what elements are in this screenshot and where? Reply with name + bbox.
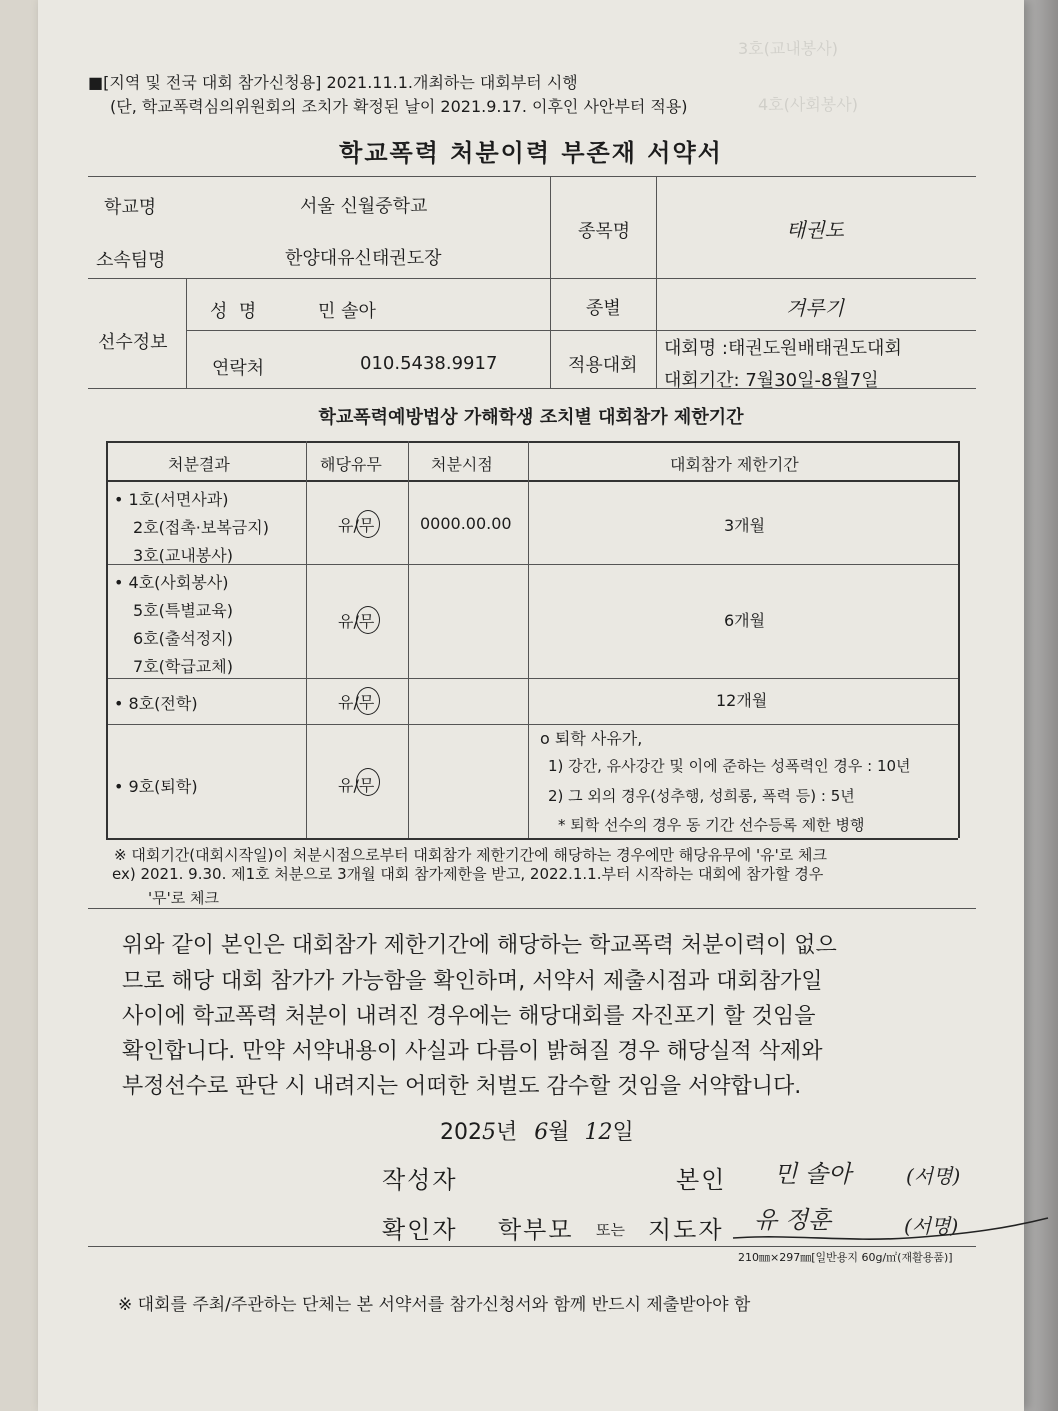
check-circle-mark <box>356 606 380 634</box>
check-circle-mark <box>356 687 380 715</box>
pledge-line: 위와 같이 본인은 대회참가 제한기간에 해당하는 학교폭력 처분이력이 없으 <box>122 933 837 958</box>
date-year-suffix: 년 <box>496 1120 518 1145</box>
check-circle-mark <box>356 510 380 538</box>
table-border <box>106 838 958 840</box>
column-header: 해당유무 <box>320 455 382 474</box>
category-value: 겨루기 <box>786 296 844 320</box>
table-note: ex) 2021. 9.30. 제1호 처분으로 3개월 대회 참가제한을 받고, 2022.1.1.부터 시작하는 대회에 참가할 경우 <box>112 865 824 883</box>
date-year-handwritten: 5 <box>482 1120 496 1145</box>
name-label: 성 명 <box>210 301 257 322</box>
category-label: 종별 <box>586 298 621 319</box>
applicable-value: 유/무 <box>338 776 375 795</box>
pledge-line: 확인합니다. 만약 서약내용이 사실과 다름이 밝혀질 경우 해당실적 삭제와 <box>122 1039 823 1064</box>
date-year-printed: 202 <box>440 1120 482 1145</box>
pledge-line: 사이에 학교폭력 처분이 내려진 경우에는 해당대회를 자진포기 할 것임을 <box>122 1004 816 1029</box>
divider <box>88 176 976 177</box>
team-value: 한양대유신태권도장 <box>285 248 442 269</box>
event-label: 종목명 <box>578 221 631 242</box>
expulsion-note: 1) 강간, 유사강간 및 이에 준하는 성폭력인 경우 : 10년 <box>548 757 911 775</box>
table-border <box>106 678 958 679</box>
restriction-period: 12개월 <box>716 691 768 710</box>
date-month-suffix: 월 <box>548 1120 570 1145</box>
table-border <box>958 441 960 838</box>
table-row-item: • 8호(전학) <box>114 694 198 713</box>
confirmer-label: 확인자 <box>382 1216 458 1244</box>
contact-label: 연락처 <box>212 358 265 379</box>
pledge-document <box>38 0 1024 1411</box>
column-header: 대회참가 제한기간 <box>670 455 799 474</box>
notice-line-2: (단, 학교폭력심의위원회의 조치가 확정된 날이 2021.9.17. 이후인 사안부터 적용) <box>110 97 688 116</box>
competition-period: 대회기간: 7월30일-8월7일 <box>664 370 879 391</box>
table-row-item: 3호(교내봉사) <box>133 546 233 565</box>
competition-label: 적용대회 <box>568 355 638 376</box>
table-border <box>106 564 958 565</box>
table-note: ※ 대회기간(대회시작일)이 처분시점으로부터 대회참가 제한기간에 해당하는 경우에만 해당유무에 '유'로 체크 <box>114 846 827 864</box>
parent-label: 학부모 <box>498 1216 574 1244</box>
notice-line-1: ■[지역 및 전국 대회 참가신청용] 2021.11.1.개최하는 대회부터 시행 <box>88 73 578 92</box>
school-value: 서울 신월중학교 <box>300 196 428 217</box>
divider <box>88 1246 976 1247</box>
table-row-item: • 1호(서면사과) <box>114 490 229 509</box>
table-border <box>106 441 958 443</box>
name-value: 민 솔아 <box>318 301 376 322</box>
bleed-through-text: 3호(교내봉사) <box>738 39 838 58</box>
contact-value: 010.5438.9917 <box>360 353 498 374</box>
table-border <box>408 441 409 838</box>
applicable-value: 유/무 <box>338 516 375 535</box>
coach-signature: 유 정훈 <box>754 1206 832 1234</box>
divider <box>186 278 187 388</box>
coach-label: 지도자 <box>648 1216 724 1244</box>
self-signature: 민 솔아 <box>774 1160 852 1188</box>
author-label: 작성자 <box>382 1166 458 1194</box>
table-note: '무'로 체크 <box>148 889 219 907</box>
table-border <box>106 724 958 725</box>
table-row-item: • 9호(퇴학) <box>114 777 198 796</box>
date-month-handwritten: 6 <box>534 1120 549 1145</box>
pledge-line: 므로 해당 대회 참가가 가능함을 확인하며, 서약서 제출시점과 대회참가일 <box>122 969 823 994</box>
self-label: 본인 <box>676 1166 727 1194</box>
paper-spec: 210㎜×297㎜[일반용지 60g/㎡(재활용품)] <box>738 1251 953 1264</box>
bleed-through-text: 4호(사회봉사) <box>758 95 858 114</box>
column-header: 처분결과 <box>168 455 230 474</box>
divider <box>88 278 976 279</box>
table-row-item: 6호(출석정지) <box>133 629 233 648</box>
competition-name: 대회명 :태권도원배태권도대회 <box>664 338 902 359</box>
table-border <box>528 441 529 838</box>
pledge-date <box>440 1115 634 1146</box>
bottom-note: ※ 대회를 주최/주관하는 단체는 본 서약서를 참가신청서와 함께 반드시 제출받아야 함 <box>118 1295 751 1315</box>
applicable-value: 유/무 <box>338 612 375 631</box>
coach-sign-suffix: (서명) <box>904 1214 959 1238</box>
divider <box>88 908 976 909</box>
column-header: 처분시점 <box>431 455 493 474</box>
player-info-label: 선수정보 <box>98 332 168 353</box>
table-row-item: 2호(접촉·보복금지) <box>133 518 269 537</box>
table-row-item: 7호(학급교체) <box>133 657 233 676</box>
expulsion-note: o 퇴학 사유가, <box>540 729 643 748</box>
divider <box>550 176 551 388</box>
disposition-date: 0000.00.00 <box>420 514 512 533</box>
document-title: 학교폭력 처분이력 부존재 서약서 <box>339 139 723 167</box>
divider <box>186 330 976 331</box>
expulsion-note: * 퇴학 선수의 경우 동 기간 선수등록 제한 병행 <box>558 816 865 834</box>
restriction-period: 6개월 <box>724 611 766 630</box>
expulsion-note: 2) 그 외의 경우(성추행, 성희롱, 폭력 등) : 5년 <box>548 787 855 805</box>
self-sign-suffix: (서명) <box>906 1164 961 1188</box>
divider <box>656 176 657 388</box>
table-border <box>106 441 108 838</box>
table-row-item: 5호(특별교육) <box>133 601 233 620</box>
team-label: 소속팀명 <box>96 250 166 271</box>
school-label: 학교명 <box>104 197 157 218</box>
table-row-item: • 4호(사회봉사) <box>114 573 229 592</box>
restriction-period: 3개월 <box>724 516 766 535</box>
table-border <box>306 441 307 838</box>
date-day-handwritten: 12 <box>584 1120 613 1145</box>
event-value: 태권도 <box>786 218 844 242</box>
date-day-suffix: 일 <box>612 1120 634 1145</box>
check-circle-mark <box>356 768 380 796</box>
signature-stroke-icon <box>728 1208 1058 1248</box>
or-label: 또는 <box>596 1221 625 1239</box>
pledge-line: 부정선수로 판단 시 내려지는 어떠한 처벌도 감수할 것임을 서약합니다. <box>122 1074 802 1099</box>
table-border <box>106 480 958 482</box>
restriction-table-title: 학교폭력예방법상 가해학생 조치별 대회참가 제한기간 <box>318 407 744 428</box>
applicable-value: 유/무 <box>338 693 375 712</box>
